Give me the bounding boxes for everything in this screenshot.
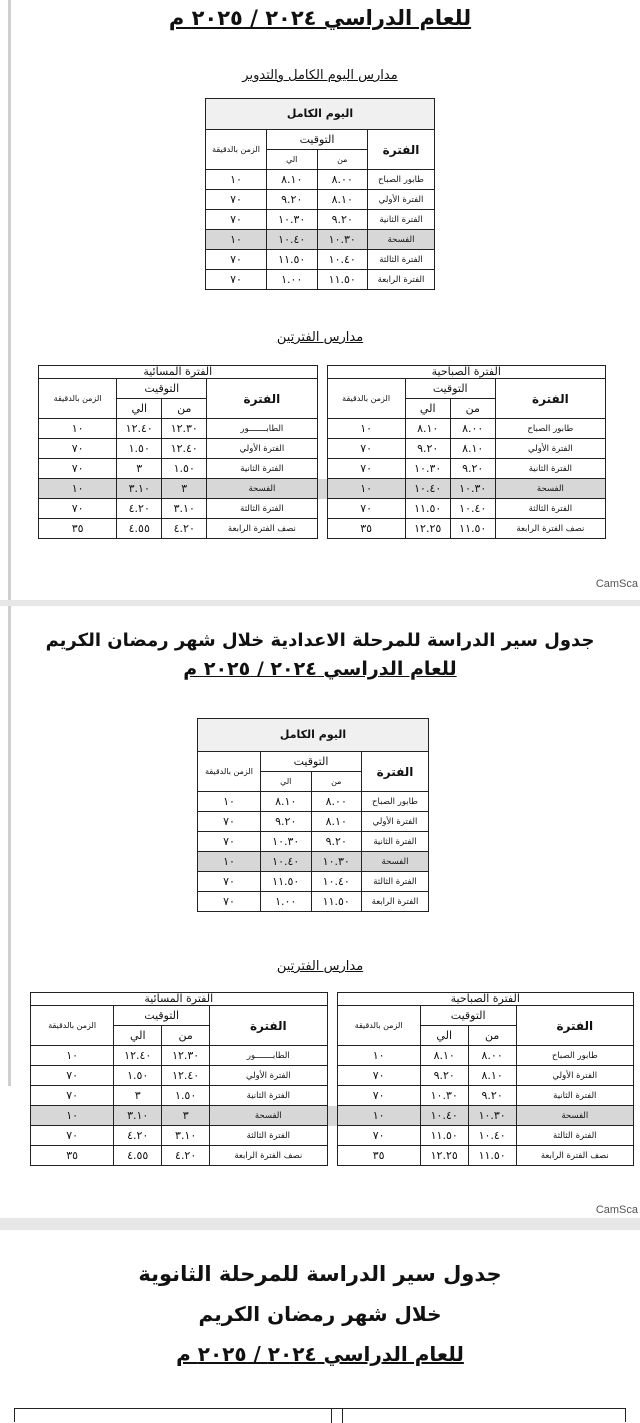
duration-header: الزمن بالدقيقة — [31, 1006, 114, 1046]
minutes-cell: ١٠ — [327, 419, 405, 439]
to-cell: ٩.٢٠ — [261, 812, 312, 832]
to-cell: ٩.٢٠ — [405, 439, 450, 459]
period-cell: نصف الفترة الرابعة — [207, 519, 317, 539]
timing-header: التوقيت — [114, 1006, 210, 1026]
period-cell: الفترة الأولي — [207, 439, 317, 459]
to-cell: ١٠.٤٠ — [267, 230, 318, 250]
table-row — [39, 499, 606, 519]
minutes-cell: ٧٠ — [39, 459, 117, 479]
table-row — [31, 1086, 634, 1106]
to-header: الي — [114, 1026, 162, 1046]
from-cell: ٨.٠٠ — [450, 419, 495, 439]
full-day-table — [205, 98, 435, 290]
timing-header: التوقيت — [117, 379, 207, 399]
minutes-cell: ٧٠ — [327, 499, 405, 519]
minutes-cell: ٧٠ — [39, 439, 117, 459]
to-header: الي — [405, 399, 450, 419]
page-3-year: للعام الدراسي ٢٠٢٤ / ٢٠٢٥ م — [176, 1342, 464, 1366]
from-cell: ١٠.٣٠ — [450, 479, 495, 499]
minutes-cell: ٧٠ — [206, 270, 267, 290]
period-cell: الفترة الثانية — [495, 459, 605, 479]
period-cell: الفترة الرابعة — [368, 270, 435, 290]
period-header: الفترة — [495, 379, 605, 419]
period-cell: الفترة الرابعة — [362, 892, 429, 912]
binding-bar — [8, 0, 11, 600]
from-cell: ١٠.٤٠ — [468, 1126, 516, 1146]
table-row — [206, 210, 435, 230]
from-cell: ٩.٢٠ — [311, 832, 362, 852]
from-cell: ١١.٥٠ — [468, 1146, 516, 1166]
period-cell: الطابـــــــور — [210, 1046, 327, 1066]
from-cell: ٨.٠٠ — [468, 1046, 516, 1066]
full-day-header: اليوم الكامل — [206, 99, 435, 130]
to-header: الي — [117, 399, 162, 419]
minutes-cell: ١٠ — [337, 1106, 420, 1126]
table-top-edge — [14, 1408, 626, 1422]
from-header: من — [162, 399, 207, 419]
period-cell: طابور الصباح — [368, 170, 435, 190]
from-header: من — [311, 772, 362, 792]
minutes-cell: ٧٠ — [206, 250, 267, 270]
to-cell: ٤.٢٠ — [114, 1126, 162, 1146]
to-header: الي — [261, 772, 312, 792]
to-cell: ٣.١٠ — [114, 1106, 162, 1126]
from-cell: ١.٥٠ — [162, 459, 207, 479]
from-cell: ١١.٥٠ — [450, 519, 495, 539]
table-row — [39, 519, 606, 539]
minutes-cell: ١٠ — [198, 792, 261, 812]
table-row — [39, 479, 606, 499]
to-cell: ٤.٥٥ — [117, 519, 162, 539]
from-cell: ١٠.٣٠ — [468, 1106, 516, 1126]
period-cell: الفترة الثانية — [210, 1086, 327, 1106]
minutes-cell: ٧٠ — [206, 210, 267, 230]
period-cell: الفترة الثالثة — [368, 250, 435, 270]
to-cell: ١٠.٣٠ — [405, 459, 450, 479]
morning-header: الفترة الصباحية — [337, 993, 633, 1006]
table-row — [206, 190, 435, 210]
to-header: الي — [267, 150, 318, 170]
from-cell: ١٠.٤٠ — [311, 872, 362, 892]
page-2-title: جدول سير الدراسة للمرحلة الاعدادية خلال شهر رمضان الكريم — [45, 630, 595, 651]
minutes-cell: ٣٥ — [327, 519, 405, 539]
to-cell: ١٢.٤٠ — [114, 1046, 162, 1066]
to-cell: ٣ — [114, 1086, 162, 1106]
table-row — [31, 1106, 634, 1126]
from-cell: ٣ — [162, 1106, 210, 1126]
minutes-cell: ٣٥ — [337, 1146, 420, 1166]
two-shift-table — [30, 992, 634, 1166]
period-header: الفترة — [207, 379, 317, 419]
to-cell: ١٠.٣٠ — [420, 1086, 468, 1106]
full-day-header: اليوم الكامل — [198, 719, 429, 752]
full-day-heading: مدارس اليوم الكامل والتدوير — [242, 68, 398, 83]
period-cell: الفسحة — [516, 1106, 633, 1126]
from-cell: ٩.٢٠ — [450, 459, 495, 479]
to-cell: ١٢.٢٥ — [420, 1146, 468, 1166]
from-header: من — [468, 1026, 516, 1046]
page-2 — [0, 606, 640, 1218]
to-cell: ١٠.٤٠ — [261, 852, 312, 872]
from-cell: ٨.١٠ — [468, 1066, 516, 1086]
minutes-cell: ٧٠ — [337, 1126, 420, 1146]
period-cell: نصف الفترة الرابعة — [516, 1146, 633, 1166]
from-cell: ٨.١٠ — [450, 439, 495, 459]
to-cell: ١١.٥٠ — [420, 1126, 468, 1146]
minutes-cell: ٧٠ — [327, 439, 405, 459]
minutes-cell: ٧٠ — [198, 872, 261, 892]
period-cell: الطابـــــــور — [207, 419, 317, 439]
period-cell: نصف الفترة الرابعة — [495, 519, 605, 539]
watermark: CamSca — [595, 578, 638, 590]
from-cell: ١٠.٤٠ — [317, 250, 368, 270]
duration-header: الزمن بالدقيقة — [337, 1006, 420, 1046]
from-cell: ١٢.٤٠ — [162, 439, 207, 459]
from-cell: ١٠.٣٠ — [317, 230, 368, 250]
from-cell: ٩.٢٠ — [317, 210, 368, 230]
to-cell: ١.٠٠ — [261, 892, 312, 912]
page-3-subtitle: خلال شهر رمضان الكريم — [198, 1302, 442, 1326]
minutes-cell: ٧٠ — [31, 1066, 114, 1086]
evening-header: الفترة المسائية — [31, 993, 328, 1006]
from-cell: ١٢.٣٠ — [162, 419, 207, 439]
from-cell: ١٢.٤٠ — [162, 1066, 210, 1086]
minutes-cell: ١٠ — [31, 1106, 114, 1126]
table-row — [206, 250, 435, 270]
page-separator — [0, 1218, 640, 1230]
period-cell: الفترة الثالثة — [362, 872, 429, 892]
period-cell: الفترة الأولي — [516, 1066, 633, 1086]
table-row — [206, 270, 435, 290]
minutes-cell: ٧٠ — [39, 499, 117, 519]
from-cell: ٩.٢٠ — [468, 1086, 516, 1106]
period-cell: الفسحة — [495, 479, 605, 499]
period-header: الفترة — [210, 1006, 327, 1046]
page-3-title: جدول سير الدراسة للمرحلة الثانوية — [138, 1262, 502, 1286]
timing-header: التوقيت — [420, 1006, 516, 1026]
minutes-cell: ١٠ — [39, 419, 117, 439]
from-cell: ٤.٢٠ — [162, 1146, 210, 1166]
two-shift-heading: مدارس الفترتين — [276, 959, 364, 974]
minutes-cell: ١٠ — [206, 170, 267, 190]
table-row — [39, 439, 606, 459]
from-cell: ١٢.٣٠ — [162, 1046, 210, 1066]
table-row — [39, 419, 606, 439]
minutes-cell: ٣٥ — [31, 1146, 114, 1166]
from-header: من — [317, 150, 368, 170]
to-cell: ١.٥٠ — [117, 439, 162, 459]
table-row — [31, 1126, 634, 1146]
to-header: الي — [420, 1026, 468, 1046]
to-cell: ٩.٢٠ — [267, 190, 318, 210]
timing-header: التوقيت — [267, 130, 368, 150]
period-cell: الفسحة — [207, 479, 317, 499]
from-cell: ١٠.٣٠ — [311, 852, 362, 872]
minutes-cell: ١٠ — [31, 1046, 114, 1066]
to-cell: ١٠.٣٠ — [267, 210, 318, 230]
to-cell: ١١.٥٠ — [267, 250, 318, 270]
minutes-cell: ٣٥ — [39, 519, 117, 539]
minutes-cell: ٧٠ — [206, 190, 267, 210]
minutes-cell: ٧٠ — [198, 812, 261, 832]
table-row — [198, 892, 429, 912]
page-1 — [0, 0, 640, 600]
period-cell: طابور الصباح — [362, 792, 429, 812]
period-cell: الفترة الثانية — [368, 210, 435, 230]
period-cell: الفترة الثانية — [516, 1086, 633, 1106]
minutes-cell: ١٠ — [198, 852, 261, 872]
duration-header: الزمن بالدقيقة — [39, 379, 117, 419]
to-cell: ١٠.٤٠ — [405, 479, 450, 499]
from-cell: ٨.١٠ — [317, 190, 368, 210]
period-cell: الفترة الأولي — [495, 439, 605, 459]
table-row — [31, 1066, 634, 1086]
timing-header: التوقيت — [261, 752, 362, 772]
timing-header: التوقيت — [405, 379, 495, 399]
period-header: الفترة — [516, 1006, 633, 1046]
period-cell: الفترة الأولي — [362, 812, 429, 832]
full-day-table — [197, 718, 429, 912]
period-cell: الفترة الثانية — [362, 832, 429, 852]
period-cell: طابور الصباح — [516, 1046, 633, 1066]
period-cell: نصف الفترة الرابعة — [210, 1146, 327, 1166]
page-2-year: للعام الدراسي ٢٠٢٤ / ٢٠٢٥ م — [183, 658, 457, 680]
minutes-cell: ١٠ — [337, 1046, 420, 1066]
two-shift-table — [38, 365, 606, 539]
minutes-cell: ١٠ — [327, 479, 405, 499]
duration-header: الزمن بالدقيقة — [206, 130, 267, 170]
from-header: من — [450, 399, 495, 419]
from-cell: ٣.١٠ — [162, 499, 207, 519]
period-cell: الفترة الأولي — [368, 190, 435, 210]
from-cell: ٨.٠٠ — [317, 170, 368, 190]
morning-header: الفترة الصباحية — [327, 366, 605, 379]
to-cell: ٩.٢٠ — [420, 1066, 468, 1086]
to-cell: ٣.١٠ — [117, 479, 162, 499]
duration-header: الزمن بالدقيقة — [198, 752, 261, 792]
evening-header: الفترة المسائية — [39, 366, 318, 379]
from-cell: ١٠.٤٠ — [450, 499, 495, 519]
table-row — [206, 230, 435, 250]
period-cell: الفترة الثالثة — [495, 499, 605, 519]
period-cell: الفترة الثالثة — [207, 499, 317, 519]
from-header: من — [162, 1026, 210, 1046]
from-cell: ١١.٥٠ — [317, 270, 368, 290]
to-cell: ٤.٥٥ — [114, 1146, 162, 1166]
minutes-cell: ٧٠ — [337, 1066, 420, 1086]
minutes-cell: ١٠ — [206, 230, 267, 250]
period-cell: الفسحة — [210, 1106, 327, 1126]
period-header: الفترة — [362, 752, 429, 792]
table-row — [198, 812, 429, 832]
table-row — [206, 170, 435, 190]
to-cell: ١٢.٢٥ — [405, 519, 450, 539]
from-cell: ٣ — [162, 479, 207, 499]
minutes-cell: ٧٠ — [198, 832, 261, 852]
two-shift-heading: مدارس الفترتين — [276, 330, 364, 345]
minutes-cell: ٧٠ — [31, 1086, 114, 1106]
to-cell: ٨.١٠ — [261, 792, 312, 812]
table-row — [39, 459, 606, 479]
table-row — [198, 792, 429, 812]
to-cell: ١.٠٠ — [267, 270, 318, 290]
period-cell: الفسحة — [362, 852, 429, 872]
table-row — [198, 832, 429, 852]
to-cell: ١٠.٤٠ — [420, 1106, 468, 1126]
to-cell: ٨.١٠ — [405, 419, 450, 439]
duration-header: الزمن بالدقيقة — [327, 379, 405, 419]
minutes-cell: ٧٠ — [327, 459, 405, 479]
from-cell: ١١.٥٠ — [311, 892, 362, 912]
period-header: الفترة — [368, 130, 435, 170]
to-cell: ١٠.٣٠ — [261, 832, 312, 852]
period-cell: الفسحة — [368, 230, 435, 250]
minutes-cell: ١٠ — [39, 479, 117, 499]
page-1-title: للعام الدراسي ٢٠٢٤ / ٢٠٢٥ م — [168, 6, 472, 30]
from-cell: ١.٥٠ — [162, 1086, 210, 1106]
from-cell: ٤.٢٠ — [162, 519, 207, 539]
table-row — [198, 852, 429, 872]
period-cell: الفترة الثالثة — [210, 1126, 327, 1146]
from-cell: ٨.١٠ — [311, 812, 362, 832]
from-cell: ٨.٠٠ — [311, 792, 362, 812]
period-cell: الفترة الأولي — [210, 1066, 327, 1086]
table-row — [31, 1146, 634, 1166]
from-cell: ٣.١٠ — [162, 1126, 210, 1146]
to-cell: ٨.١٠ — [420, 1046, 468, 1066]
table-row — [198, 872, 429, 892]
to-cell: ١١.٥٠ — [261, 872, 312, 892]
to-cell: ١٢.٤٠ — [117, 419, 162, 439]
to-cell: ٤.٢٠ — [117, 499, 162, 519]
to-cell: ٨.١٠ — [267, 170, 318, 190]
to-cell: ١١.٥٠ — [405, 499, 450, 519]
watermark: CamSca — [595, 1204, 638, 1216]
period-cell: طابور الصباح — [495, 419, 605, 439]
minutes-cell: ٧٠ — [198, 892, 261, 912]
period-cell: الفترة الثالثة — [516, 1126, 633, 1146]
minutes-cell: ٧٠ — [337, 1086, 420, 1106]
to-cell: ١.٥٠ — [114, 1066, 162, 1086]
table-row — [31, 1046, 634, 1066]
period-cell: الفترة الثانية — [207, 459, 317, 479]
minutes-cell: ٧٠ — [31, 1126, 114, 1146]
to-cell: ٣ — [117, 459, 162, 479]
page-3 — [0, 1230, 640, 1422]
